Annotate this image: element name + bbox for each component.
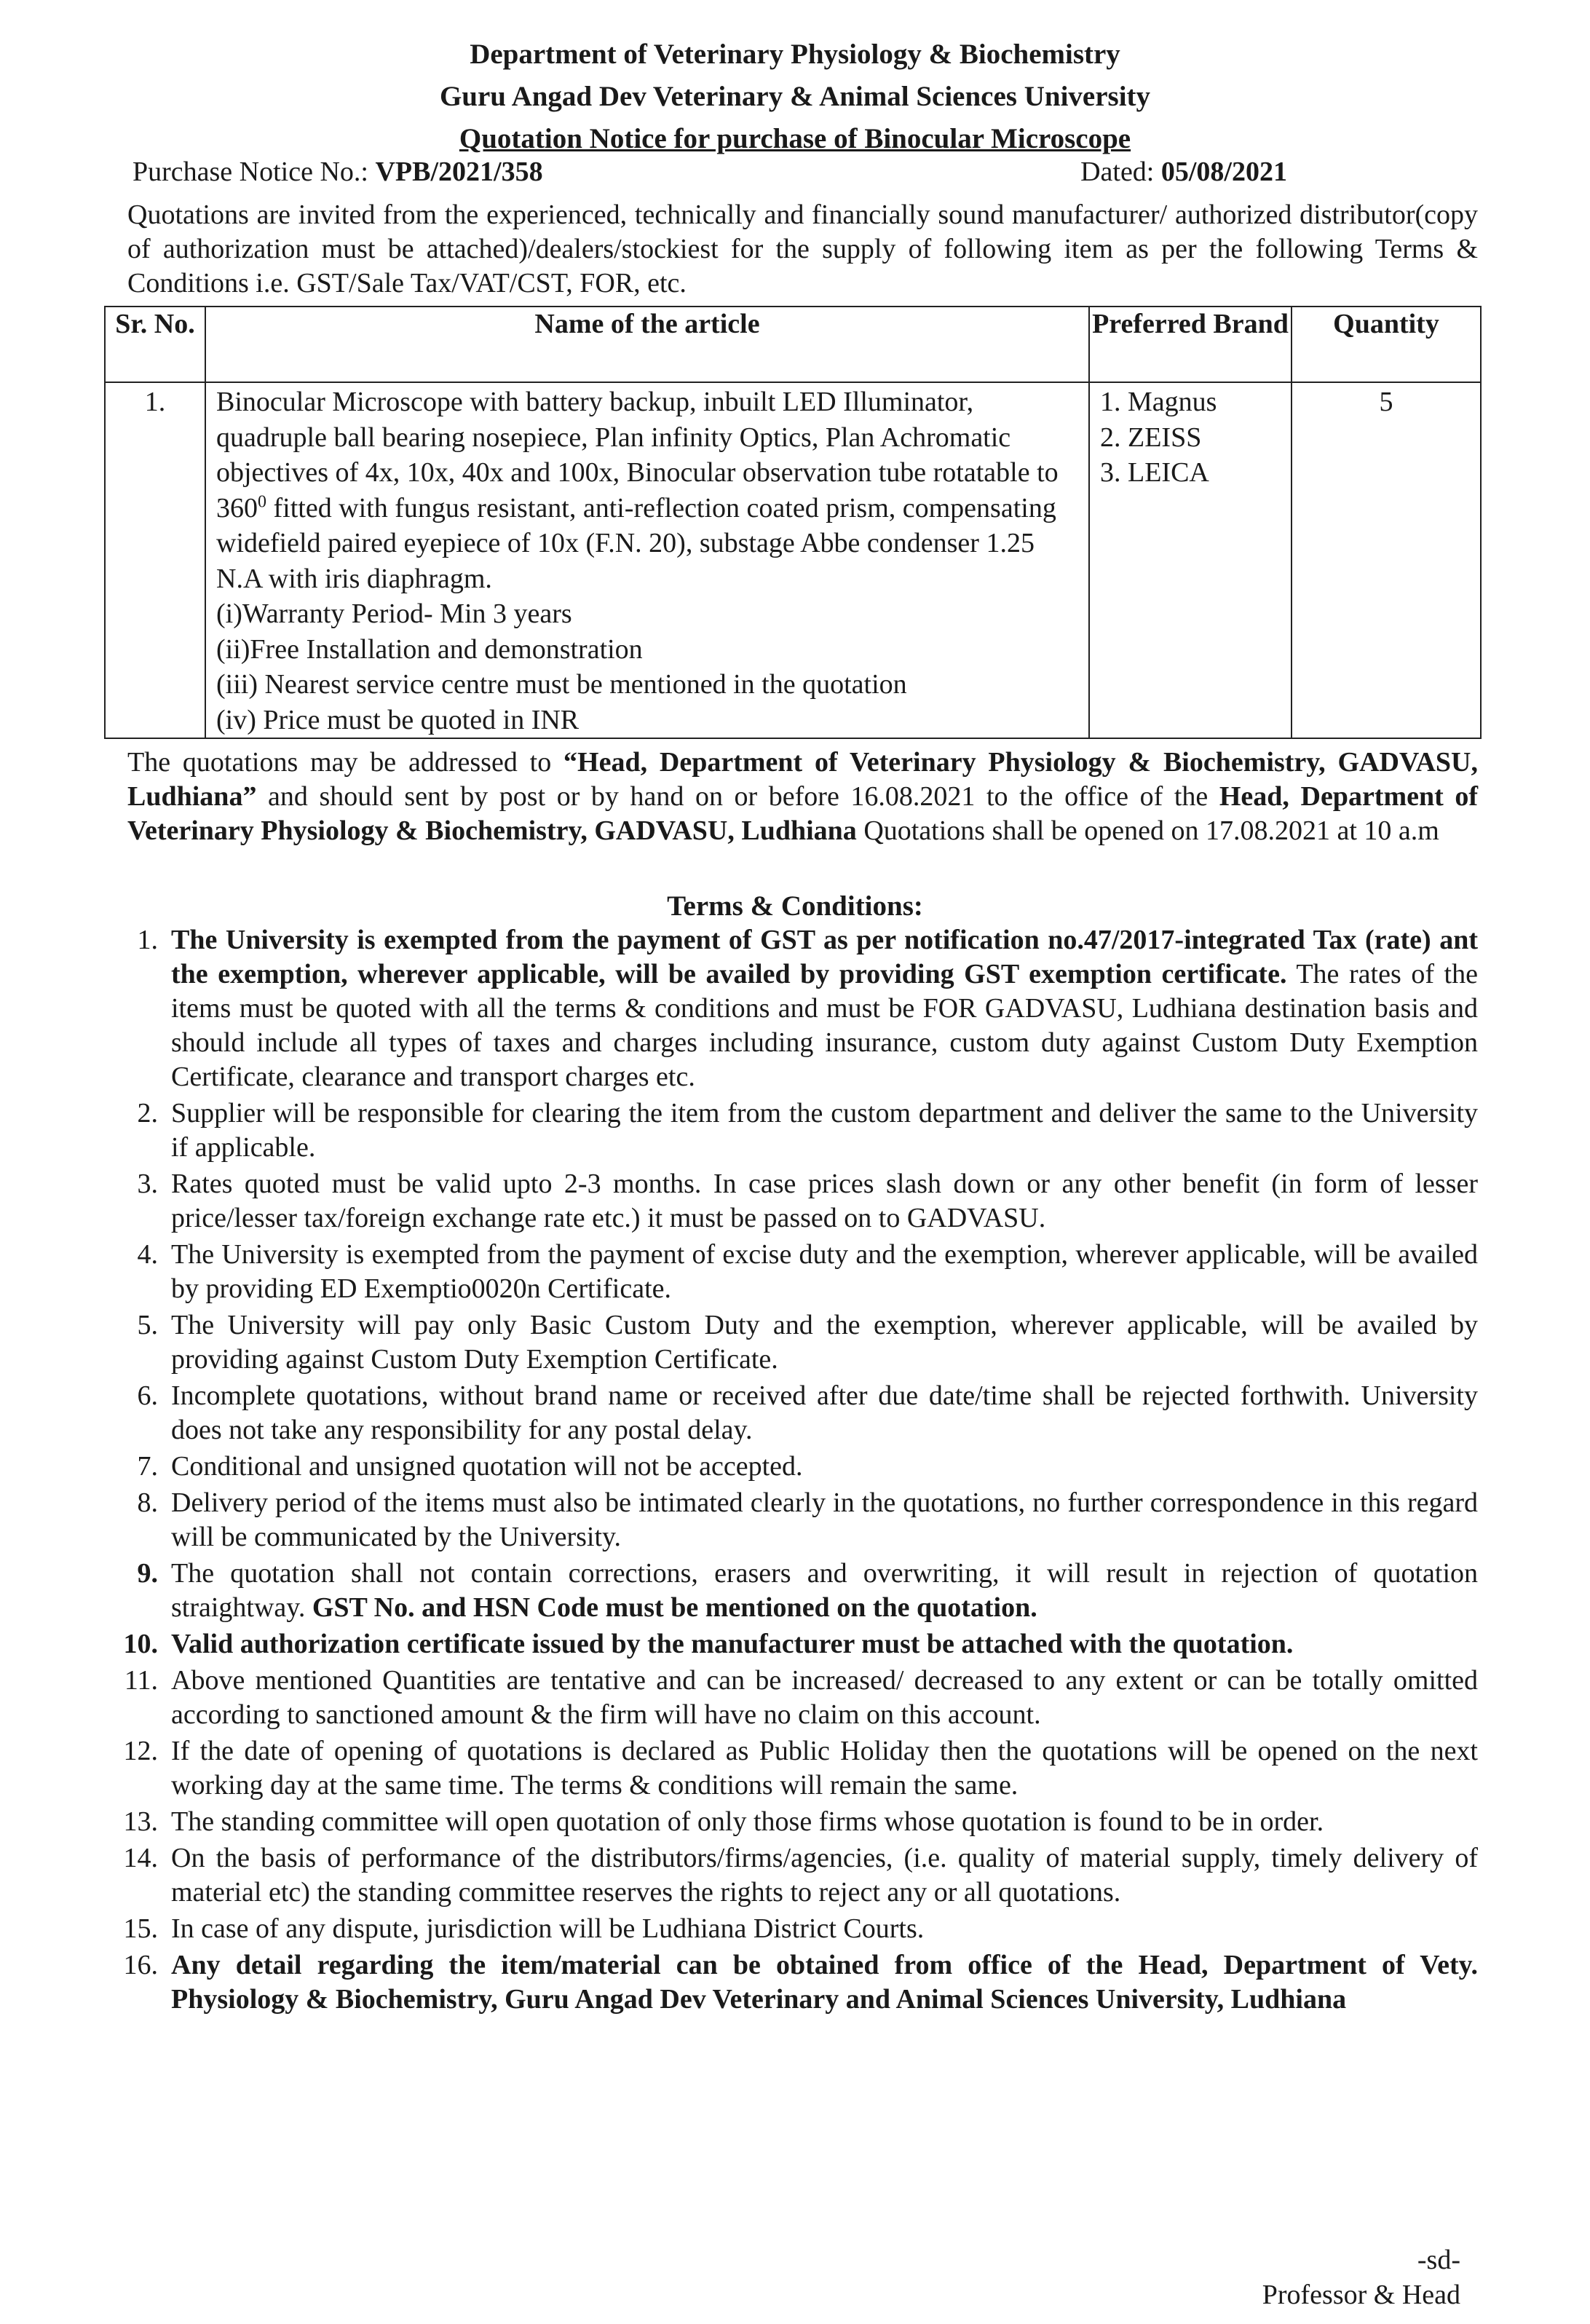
purchase-notice-value: VPB/2021/358 — [375, 157, 543, 187]
term-text: Delivery period of the items must also be intimated clearly in the quotations, no further correspondence in this regard will be communicated by the University. — [171, 1487, 1478, 1552]
term-number: 15. — [123, 1913, 158, 1944]
term-item — [114, 1167, 1478, 1236]
degree-superscript: 0 — [258, 491, 266, 511]
row-quantity: 5 — [1292, 382, 1481, 738]
term-item — [114, 1096, 1478, 1165]
term-text: The standing committee will open quotation of only those firms whose quotation is found to be in order. — [171, 1806, 1324, 1837]
article-spec-text-cont: fitted with fungus resistant, anti-reflection coated prism, compensating widefield paired eyepiece of 10x (F.N. 20), substage Abbe condenser 1.25 N.A with iris diaphragm. — [216, 492, 1056, 594]
address-paragraph — [127, 746, 1478, 848]
intro-paragraph: Quotations are invited from the experienced, technically and financially sound manufacturer/ authorized distributor(copy of authorization must be attached)/dealers/stockiest for the supply of following item as per the following Terms & Conditions i.e. GST/Sale Tax/VAT/CST, FOR, etc. — [127, 199, 1478, 299]
term-item — [114, 1486, 1478, 1554]
signature-title: Professor & Head — [1262, 2280, 1460, 2310]
term-number: 4. — [137, 1239, 158, 1270]
signature-sd: -sd- — [1417, 2245, 1460, 2275]
term-number: 10. — [123, 1629, 158, 1659]
article-point: (ii)Free Installation and demonstration — [216, 633, 643, 665]
term-number: 13. — [123, 1806, 158, 1837]
term-number: 7. — [137, 1451, 158, 1482]
term-text: If the date of opening of quotations is declared as Public Holiday then the quotations will be opened on the next working day at the same time. The terms & conditions will remain the same. — [171, 1736, 1478, 1801]
header-article-name: Name of the article — [205, 307, 1089, 382]
term-text: Incomplete quotations, without brand name or received after due date/time shall be rejected forthwith. University does not take any responsibility for any postal delay. — [171, 1380, 1478, 1445]
term-text: Above mentioned Quantities are tentative and can be increased/ decreased to any extent or can be totally omitted according to sanctioned amount & the firm will have no claim on this account. — [171, 1665, 1478, 1730]
notice-title: Quotation Notice for purchase of Binocular Microscope — [459, 123, 1131, 154]
term-number: 6. — [137, 1380, 158, 1411]
header-sr-no: Sr. No. — [105, 307, 205, 382]
term-text: The University is exempted from the payment of excise duty and the exemption, wherever applicable, will be availed by providing ED Exemptio0020n Certificate. — [171, 1239, 1478, 1304]
notice-date — [1080, 156, 1287, 188]
term-item — [114, 1948, 1478, 2017]
term-item — [114, 1557, 1478, 1625]
term-text: On the basis of performance of the distributors/firms/agencies, (i.e. quality of material supply, timely delivery of material etc) the standing committee reserves the rights to reject any or all quotations. — [171, 1843, 1478, 1908]
article-point: (iv) Price must be quoted in INR — [216, 704, 580, 735]
term-text: The University will pay only Basic Custom Duty and the exemption, wherever applicable, will be availed by providing against Custom Duty Exemption Certificate. — [171, 1310, 1478, 1375]
term-number: 1. — [137, 925, 158, 955]
term-number: 8. — [137, 1487, 158, 1518]
term-item — [114, 1238, 1478, 1306]
term-text: The rates of the items must be quoted with all the terms & conditions and must be FOR GADVASU, Ludhiana destination basis and should include all types of taxes and charges including insurance, custom duty against Custom Duty Exemption Certificate, clearance and transport charges etc. — [171, 959, 1478, 1092]
address-bold: Head, Department of Veterinary Physiology & Biochemistry, GADVASU, Ludhiana — [127, 781, 1479, 846]
term-number: 12. — [123, 1736, 158, 1766]
university-heading: Guru Angad Dev Veterinary & Animal Sciences University — [439, 81, 1151, 112]
dated-value: 05/08/2021 — [1160, 157, 1287, 187]
header-preferred-brand: Preferred Brand — [1089, 307, 1292, 382]
table-header-row — [105, 307, 1481, 382]
terms-heading: Terms & Conditions: — [667, 890, 923, 922]
term-text: Conditional and unsigned quotation will not be accepted. — [171, 1451, 803, 1482]
term-item — [114, 1912, 1478, 1946]
term-number: 5. — [137, 1310, 158, 1340]
dated-label: Dated: — [1080, 157, 1161, 187]
header-quantity: Quantity — [1292, 307, 1481, 382]
row-article-description — [205, 382, 1089, 738]
term-item — [114, 1734, 1478, 1803]
purchase-notice-label: Purchase Notice No.: — [132, 157, 376, 187]
term-number: 11. — [124, 1665, 158, 1696]
department-heading: Department of Veterinary Physiology & Biochemistry — [470, 39, 1120, 70]
term-bold-text: Valid authorization certificate issued by the manufacturer must be attached with the quotation. — [171, 1629, 1294, 1659]
term-number: 16. — [123, 1950, 158, 1980]
row-preferred-brands — [1089, 382, 1292, 738]
table-row — [105, 382, 1481, 738]
term-bold-text: GST No. and HSN Code must be mentioned on the quotation. — [312, 1592, 1037, 1623]
term-number: 3. — [137, 1169, 158, 1199]
brand-item: 2. ZEISS — [1100, 422, 1202, 453]
term-item — [114, 1664, 1478, 1732]
term-item — [114, 1627, 1478, 1661]
brand-item: 3. LEICA — [1100, 457, 1209, 488]
term-number: 9. — [137, 1558, 158, 1589]
address-text: Quotations shall be opened on 17.08.2021 at 10 a.m — [856, 815, 1439, 846]
address-text: and should sent by post or by hand on or before 16.08.2021 to the office of the — [256, 781, 1219, 812]
term-item — [114, 1841, 1478, 1910]
article-point: (iii) Nearest service centre must be mentioned in the quotation — [216, 669, 907, 700]
article-spec — [216, 384, 1078, 596]
brand-item: 1. Magnus — [1100, 387, 1217, 417]
term-text: Rates quoted must be valid upto 2-3 months. In case prices slash down or any other benefit (in form of lesser price/lesser tax/foreign exchange rate etc.) it must be passed on to GADVASU. — [171, 1169, 1478, 1233]
term-text: The quotation shall not contain corrections, erasers and overwriting, it will result in rejection of quotation straightway. — [171, 1558, 1478, 1623]
address-text: The quotations may be addressed to — [127, 747, 564, 778]
items-table — [104, 306, 1482, 739]
term-item — [114, 1805, 1478, 1839]
term-text: Supplier will be responsible for clearing the item from the custom department and deliver the same to the University if applicable. — [171, 1098, 1478, 1163]
term-item — [114, 1308, 1478, 1377]
article-point: (i)Warranty Period- Min 3 years — [216, 598, 572, 629]
term-item — [114, 1379, 1478, 1447]
term-bold-text: Any detail regarding the item/material can be obtained from office of the Head, Department of Vety. Physiology & Biochemistry, Guru Angad Dev Veterinary and Animal Sciences University, Ludhiana — [171, 1950, 1478, 2015]
terms-list — [114, 923, 1478, 2019]
term-text: In case of any dispute, jurisdiction will be Ludhiana District Courts. — [171, 1913, 925, 1944]
term-bold-text: The University is exempted from the payment of GST as per notification no.47/2017-integrated Tax (rate) ant the exemption, wherever applicable, will be availed by providing GST exemption certificate. — [171, 925, 1478, 989]
term-number: 14. — [123, 1843, 158, 1873]
row-sr-no: 1. — [105, 382, 205, 738]
brand-list — [1100, 384, 1281, 491]
address-bold: “Head, Department of Veterinary Physiology & Biochemistry, GADVASU, Ludhiana” — [127, 747, 1478, 812]
purchase-notice-number — [132, 156, 543, 188]
term-item — [114, 923, 1478, 1094]
term-number: 2. — [137, 1098, 158, 1129]
article-spec-text: Binocular Microscope with battery backup, inbuilt LED Illuminator, quadruple ball bearing nosepiece, Plan infinity Optics, Plan Achromatic objectives of 4x, 10x, 40x and 100x, Binocular observation tube rotatable to 360 — [216, 387, 1059, 523]
term-item — [114, 1450, 1478, 1484]
